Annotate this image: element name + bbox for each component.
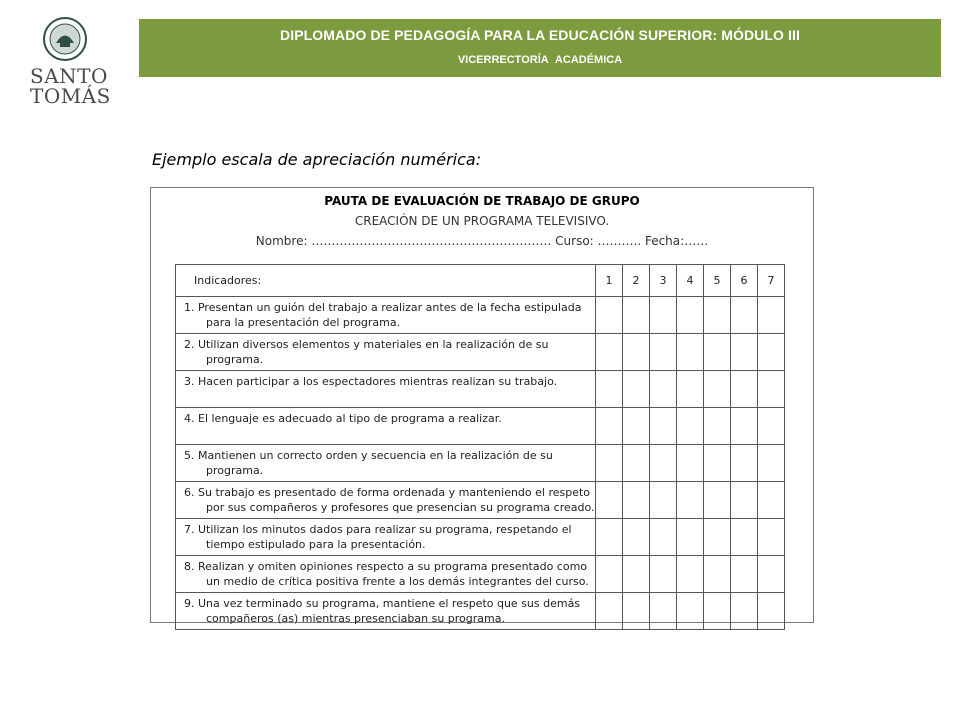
indicator-text: 7. Utilizan los minutos dados para realizar su programa, respetando el: [184, 523, 572, 536]
table-row: [176, 519, 785, 556]
indicator-text: 2. Utilizan diversos elementos y materiales en la realización de su: [184, 338, 549, 351]
score-cell[interactable]: [623, 408, 650, 445]
table-row: [176, 408, 785, 445]
score-cell[interactable]: [623, 593, 650, 630]
form-heading: PAUTA DE EVALUACIÓN DE TRABAJO DE GRUPO: [324, 194, 640, 208]
indicator-text: 4. El lenguaje es adecuado al tipo de programa a realizar.: [184, 412, 502, 425]
score-cell[interactable]: [704, 297, 731, 334]
score-cell[interactable]: [758, 482, 785, 519]
indicator-cell: [176, 371, 596, 408]
score-cell[interactable]: [677, 334, 704, 371]
score-cell[interactable]: [650, 297, 677, 334]
indicators-header: Indicadores:: [176, 265, 596, 297]
form-header: [150, 191, 814, 251]
score-cell[interactable]: [623, 297, 650, 334]
form-program: CREACIÓN DE UN PROGRAMA TELEVISIVO.: [354, 214, 610, 228]
score-cell[interactable]: [677, 297, 704, 334]
score-cell[interactable]: [677, 519, 704, 556]
score-cell[interactable]: [596, 408, 623, 445]
score-cell[interactable]: [731, 519, 758, 556]
table-row: [176, 297, 785, 334]
table-header-row: [176, 265, 785, 297]
indicator-cell: [176, 556, 596, 593]
indicator-cell: [176, 519, 596, 556]
score-cell[interactable]: [623, 371, 650, 408]
table-row: [176, 445, 785, 482]
table-row: [176, 334, 785, 371]
indicator-cell: [176, 593, 596, 630]
score-cell[interactable]: [731, 593, 758, 630]
score-cell[interactable]: [758, 297, 785, 334]
table-row: [176, 556, 785, 593]
scale-header-1: 1: [596, 265, 623, 297]
score-cell[interactable]: [758, 519, 785, 556]
scale-header-3: 3: [650, 265, 677, 297]
score-cell[interactable]: [704, 482, 731, 519]
banner-title: DIPLOMADO DE PEDAGOGÍA PARA LA EDUCACIÓN SUPERIOR: MÓDULO III: [280, 27, 800, 43]
score-cell[interactable]: [596, 334, 623, 371]
scale-header-2: 2: [623, 265, 650, 297]
score-cell[interactable]: [758, 334, 785, 371]
score-cell[interactable]: [731, 371, 758, 408]
indicator-cell: [176, 297, 596, 334]
indicator-cell: [176, 408, 596, 445]
indicator-text-cont: tiempo estipulado para la presentación.: [206, 538, 426, 551]
score-cell[interactable]: [758, 593, 785, 630]
score-cell[interactable]: [731, 482, 758, 519]
score-cell[interactable]: [623, 556, 650, 593]
score-cell[interactable]: [596, 556, 623, 593]
indicator-text-cont: para la presentación del programa.: [206, 316, 401, 329]
form-fields: Nombre: …………………………………………………… Curso: ……….. Fecha:……: [255, 234, 709, 248]
table-row: [176, 371, 785, 408]
score-cell[interactable]: [677, 482, 704, 519]
score-cell[interactable]: [650, 482, 677, 519]
indicator-text: 1. Presentan un guión del trabajo a realizar antes de la fecha estipulada: [184, 301, 582, 314]
score-cell[interactable]: [650, 556, 677, 593]
indicator-cell: [176, 482, 596, 519]
scale-header-7: 7: [758, 265, 785, 297]
logo-line-2: TOMÁS: [30, 84, 111, 108]
score-cell[interactable]: [704, 519, 731, 556]
indicator-text: 3. Hacen participar a los espectadores mientras realizan su trabajo.: [184, 375, 558, 388]
indicator-cell: [176, 445, 596, 482]
score-cell[interactable]: [650, 371, 677, 408]
score-cell[interactable]: [650, 445, 677, 482]
indicator-cell: [176, 334, 596, 371]
score-cell[interactable]: [704, 556, 731, 593]
score-cell[interactable]: [650, 334, 677, 371]
indicator-text-cont: compañeros (as) mientras presenciaban su programa.: [206, 612, 505, 625]
score-cell[interactable]: [758, 445, 785, 482]
indicator-text-cont: un medio de crítica positiva frente a los demás integrantes del curso.: [206, 575, 589, 588]
scale-header-5: 5: [704, 265, 731, 297]
score-cell[interactable]: [596, 593, 623, 630]
score-cell[interactable]: [677, 556, 704, 593]
score-cell[interactable]: [596, 519, 623, 556]
score-cell[interactable]: [623, 519, 650, 556]
score-cell[interactable]: [596, 482, 623, 519]
santo-tomas-logo: [30, 14, 120, 106]
score-cell[interactable]: [704, 334, 731, 371]
indicator-text-cont: por sus compañeros y profesores que presencian su programa creado.: [206, 501, 595, 514]
score-cell[interactable]: [623, 334, 650, 371]
score-cell[interactable]: [677, 445, 704, 482]
score-cell[interactable]: [596, 371, 623, 408]
score-cell[interactable]: [758, 408, 785, 445]
score-cell[interactable]: [704, 445, 731, 482]
score-cell[interactable]: [758, 371, 785, 408]
score-cell[interactable]: [758, 556, 785, 593]
score-cell[interactable]: [731, 556, 758, 593]
score-cell[interactable]: [650, 593, 677, 630]
indicator-text: 8. Realizan y omiten opiniones respecto a su programa presentado como: [184, 560, 588, 573]
score-cell[interactable]: [677, 371, 704, 408]
section-title: Ejemplo escala de apreciación numérica:: [152, 150, 482, 169]
score-cell[interactable]: [623, 482, 650, 519]
header-banner: [139, 19, 941, 77]
scale-header-4: 4: [677, 265, 704, 297]
indicator-text-cont: programa.: [206, 464, 264, 477]
score-cell[interactable]: [731, 445, 758, 482]
score-cell[interactable]: [596, 297, 623, 334]
score-cell[interactable]: [623, 445, 650, 482]
score-cell[interactable]: [731, 334, 758, 371]
logo-wordmark: [30, 66, 120, 106]
indicator-text: 5. Mantienen un correcto orden y secuencia en la realización de su: [184, 449, 553, 462]
score-cell[interactable]: [731, 297, 758, 334]
indicator-text-cont: programa.: [206, 353, 264, 366]
score-cell[interactable]: [677, 593, 704, 630]
university-seal-icon: [42, 16, 88, 62]
score-cell[interactable]: [650, 519, 677, 556]
score-cell[interactable]: [650, 408, 677, 445]
score-cell[interactable]: [731, 408, 758, 445]
indicator-text: 6. Su trabajo es presentado de forma ordenada y manteniendo el respeto: [184, 486, 591, 499]
score-cell[interactable]: [704, 371, 731, 408]
indicator-text: 9. Una vez terminado su programa, mantiene el respeto que sus demás: [184, 597, 581, 610]
table-row: [176, 482, 785, 519]
banner-subtitle: VICERRECTORÍA ACADÉMICA: [457, 54, 623, 66]
scale-header-6: 6: [731, 265, 758, 297]
table-row: [176, 593, 785, 630]
rating-scale-table: [175, 264, 785, 630]
score-cell[interactable]: [677, 408, 704, 445]
score-cell[interactable]: [704, 408, 731, 445]
score-cell[interactable]: [704, 593, 731, 630]
logo-line-1: SANTO: [30, 64, 108, 88]
score-cell[interactable]: [596, 445, 623, 482]
